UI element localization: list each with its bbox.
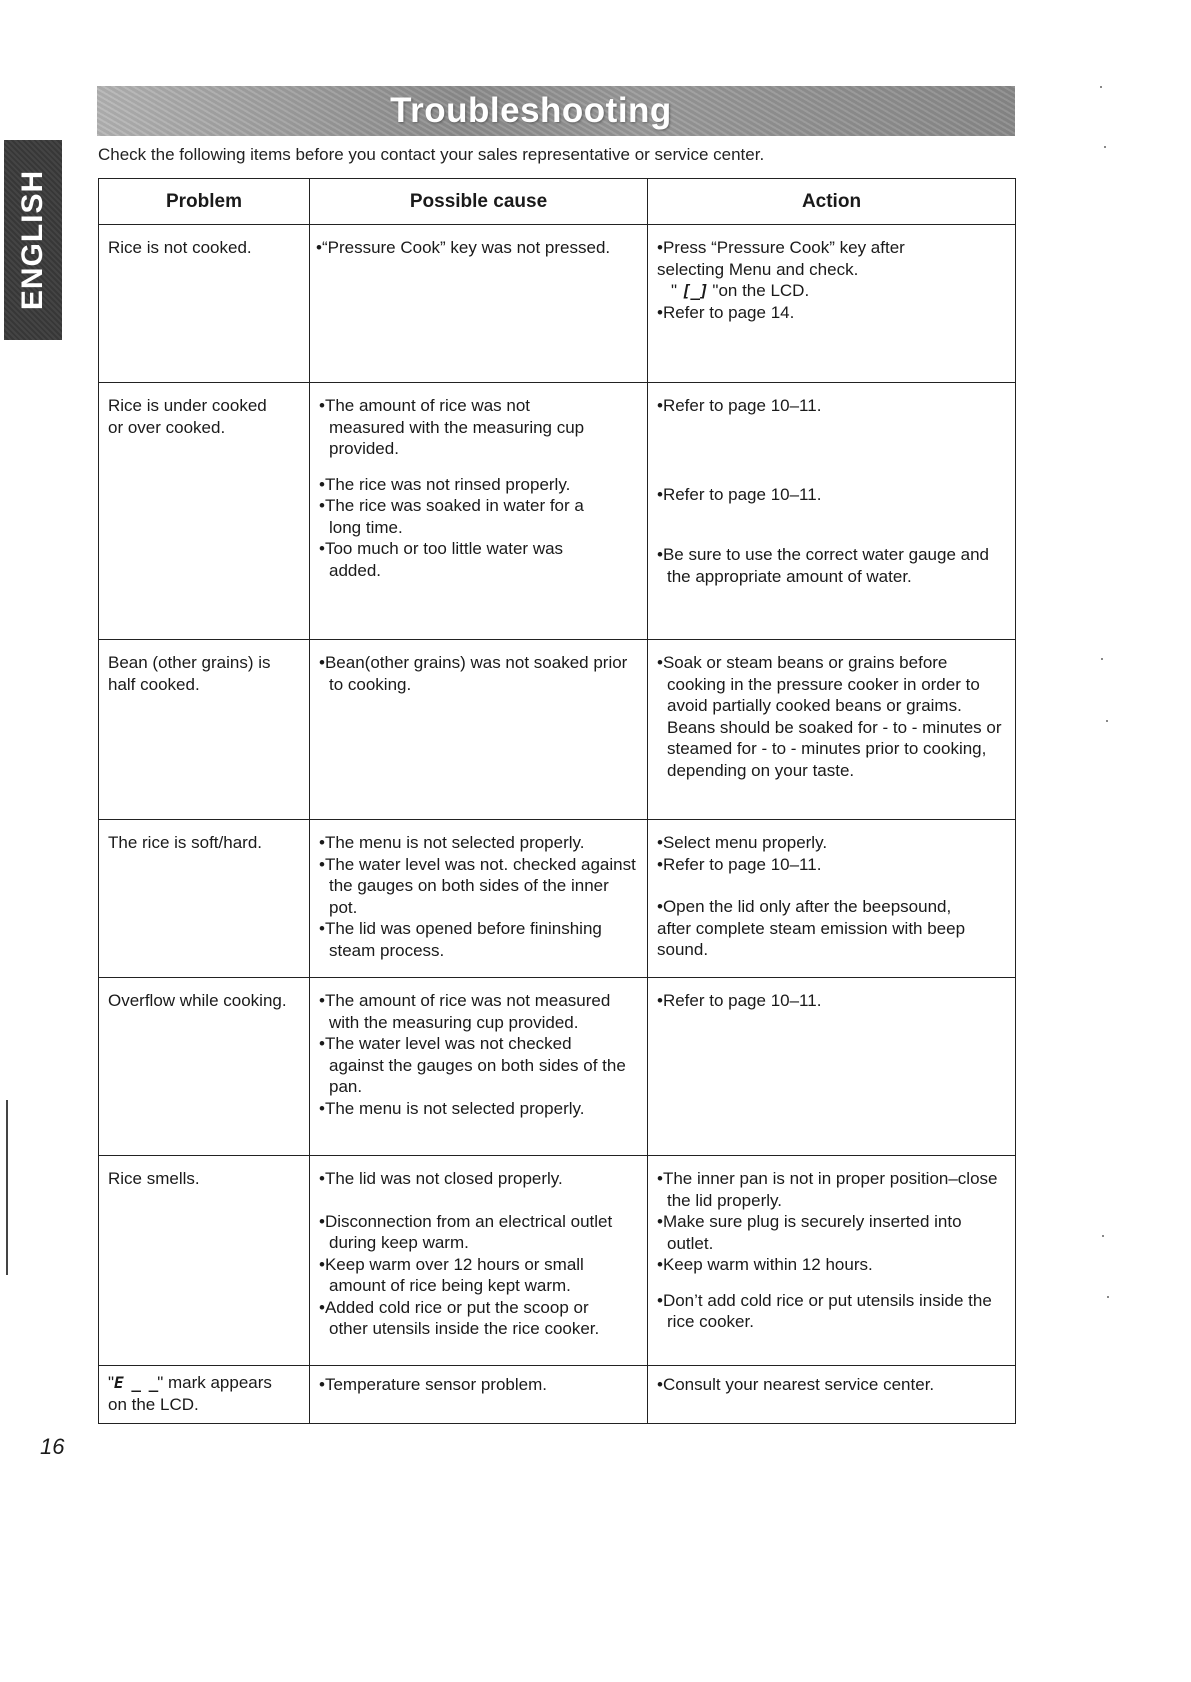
header-cause: Possible cause [310, 179, 648, 225]
intro-text: Check the following items before you contact your sales representative or service center. [98, 145, 765, 164]
problem-cell: Bean (other grains) is half cooked. [99, 640, 310, 820]
table-row [99, 383, 1016, 640]
table-row [99, 225, 1016, 383]
cause-cell: •The amount of rice was not measured with the measuring cup provided. •The rice was not rinsed properly. •The rice was soaked in water for a long time. •Too much or too little water was added. [310, 383, 648, 640]
section-title-bar [97, 86, 1015, 136]
speck [1101, 658, 1103, 660]
table-row [99, 820, 1016, 978]
header-action: Action [648, 179, 1016, 225]
cause-cell: •The menu is not selected properly. •The water level was not. checked against the gauges on both sides of the inner pot. •The lid was opened before fininshing steam process. [310, 820, 648, 978]
page-title: Troubleshooting [390, 91, 672, 130]
lcd-note: " [_] "on the LCD. [671, 281, 810, 300]
action-cell: •The inner pan is not in proper position–close the lid properly. •Make sure plug is securely inserted into outlet. •Keep warm within 12 hours. •Don’t add cold rice or put utensils inside the rice cooker. [648, 1156, 1016, 1366]
problem-cell: Rice smells. [99, 1156, 310, 1366]
problem-cell: Overflow while cooking. [99, 978, 310, 1156]
table-header-row [99, 179, 1016, 225]
error-code-icon: E _ _ [114, 1373, 158, 1392]
speck [1100, 86, 1102, 88]
table-row [99, 1366, 1016, 1424]
cause-cell: •Bean(other grains) was not soaked prior to cooking. [310, 640, 648, 820]
problem-cell: Rice is under cooked or over cooked. [99, 383, 310, 640]
troubleshooting-table [98, 178, 1016, 1424]
page-number: 16 [40, 1434, 65, 1459]
speck [1104, 146, 1106, 148]
margin-rule [6, 1100, 8, 1275]
problem-cell: The rice is soft/hard. [99, 820, 310, 978]
language-tab-label: ENGLISH [16, 169, 50, 311]
action-cell: •Refer to page 10–11. [648, 978, 1016, 1156]
action-cell: •Refer to page 10–11. •Refer to page 10–11. •Be sure to use the correct water gauge and the appropriate amount of water. [648, 383, 1016, 640]
speck [1106, 720, 1108, 722]
action-cell: •Press “Pressure Cook” key after selecting Menu and check. " [_] "on the LCD. •Refer to page 14. [648, 225, 1016, 383]
action-cell: •Consult your nearest service center. [648, 1366, 1016, 1424]
problem-cell: Rice is not cooked. [99, 225, 310, 383]
cause-cell: •The amount of rice was not measured with the measuring cup provided. •The water level was not checked against the gauges on both sides of the pan. •The menu is not selected properly. [310, 978, 648, 1156]
cause-cell: •The lid was not closed properly. •Disconnection from an electrical outlet during keep warm. •Keep warm over 12 hours or small amount of rice being kept warm. •Added cold rice or put the scoop or other utensils inside the rice cooker. [310, 1156, 648, 1366]
table-row [99, 1156, 1016, 1366]
lcd-symbol-icon: [_] [681, 281, 708, 300]
speck [1107, 1296, 1109, 1298]
speck [1102, 1235, 1104, 1237]
header-problem: Problem [99, 179, 310, 225]
cause-cell: •Temperature sensor problem. [310, 1366, 648, 1424]
language-tab [4, 140, 62, 340]
cause-cell: •“Pressure Cook” key was not pressed. [310, 225, 648, 383]
table-row [99, 640, 1016, 820]
table-row [99, 978, 1016, 1156]
action-cell: •Select menu properly. •Refer to page 10–11. •Open the lid only after the beepsound, after complete steam emission with beep sound. [648, 820, 1016, 978]
action-cell: •Soak or steam beans or grains before cooking in the pressure cooker in order to avoid partially cooked beans or graims. Beans should be soaked for - to - minutes or steamed for - to - minutes prior to cooking, depending on your taste. [648, 640, 1016, 820]
problem-cell: "E _ _" mark appears on the LCD. [99, 1366, 310, 1424]
